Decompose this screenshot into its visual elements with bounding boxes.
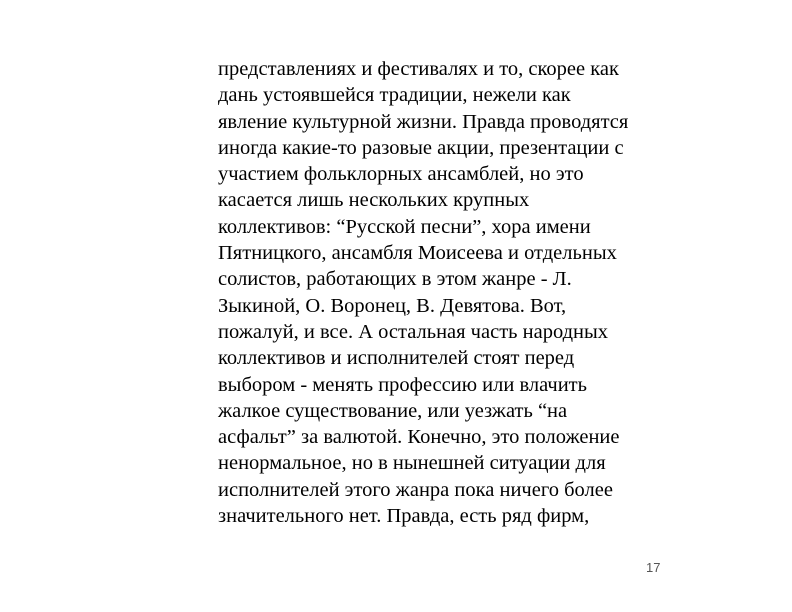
text-line-3: явление культурной жизни. Правда проводятся: [218, 110, 629, 133]
text-line-15: асфальт” за валютой. Конечно, это положение: [218, 426, 620, 449]
text-line-14: жалкое существование, или уезжать “на: [218, 399, 568, 422]
text-line-7: коллективов: “Русской песни”, хора имени: [218, 215, 591, 238]
text-line-2: дань устоявшейся традиции, нежели как: [218, 84, 571, 107]
text-line-5: участием фольклорных ансамблей, но это: [218, 163, 584, 186]
text-line-8: Пятницкого, ансамбля Моисеева и отдельных: [218, 242, 617, 265]
text-line-6: касается лишь нескольких крупных: [218, 189, 530, 212]
text-line-1: представлениях и фестивалях и то, скорее как: [218, 58, 619, 80]
text-line-18: значительного нет. Правда, есть ряд фирм,: [218, 505, 590, 528]
text-line-11: пожалуй, и все. А остальная часть народных: [218, 320, 609, 343]
page-number: 17: [646, 560, 661, 575]
text-line-13: выбором - менять профессию или влачить: [218, 373, 587, 396]
text-line-10: Зыкиной, О. Воронец, В. Девятова. Вот,: [218, 294, 567, 317]
text-line-12: коллективов и исполнителей стоят перед: [218, 347, 575, 370]
body-text: [218, 56, 688, 529]
text-line-4: иногда какие-то разовые акции, презентации с: [218, 136, 624, 159]
text-line-16: ненормальное, но в нынешней ситуации для: [218, 452, 606, 475]
text-line-9: солистов, работающих в этом жанре - Л.: [218, 268, 572, 291]
text-line-17: исполнителей этого жанра пока ничего более: [218, 478, 613, 501]
